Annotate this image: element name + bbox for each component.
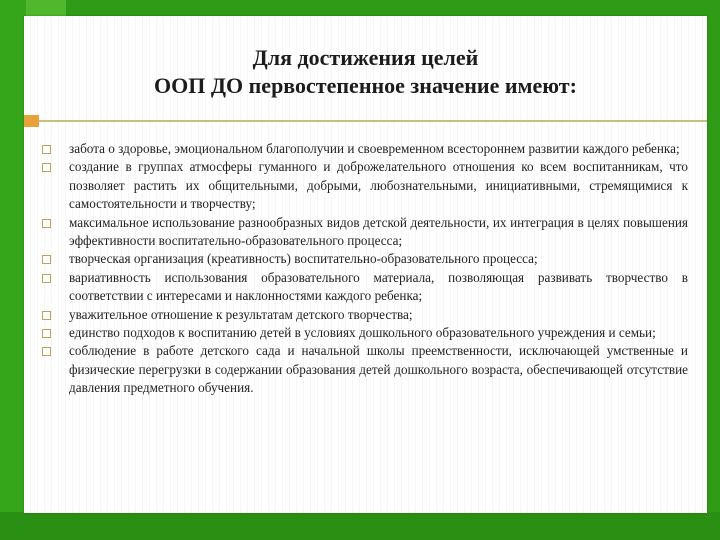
list-item-text: создание в группах атмосферы гуманного и доброжелательного отношения ко всем воспитанникам, что позволяет растить их общительными, добрыми, любознательными, инициативными, стремящимися к самостоятельности и творчеству; — [69, 159, 688, 212]
bullet-icon — [42, 219, 51, 228]
bullet-icon — [42, 145, 51, 154]
list-item — [42, 269, 688, 306]
list-item-text: вариативность использования образовательного материала, позволяющая развивать творчество в соответствии с интересами и наклонностями каждого ребенка; — [69, 269, 688, 304]
list-item — [42, 306, 688, 324]
slide-title — [24, 44, 707, 100]
divider-accent-block — [24, 115, 39, 127]
list-item-text: уважительное отношение к результатам детского творчества; — [69, 306, 413, 322]
list-item — [42, 140, 688, 158]
left-stripe-decoration — [0, 0, 26, 540]
list-item-text: единство подходов к воспитанию детей в условиях дошкольного образовательного учреждения и семьи; — [69, 325, 656, 341]
list-item-text: максимальное использование разнообразных видов детской деятельности, их интеграция в целях повышения эффективности воспитательно-образовательного процесса; — [69, 214, 688, 249]
title-line-2: ООП ДО первостепенное значение имеют: — [154, 73, 577, 98]
title-line-1: Для достижения целей — [252, 45, 479, 70]
divider-line — [24, 120, 707, 122]
bottom-band-decoration — [0, 512, 720, 540]
title-divider — [24, 115, 707, 127]
bullet-icon — [42, 311, 51, 320]
bullet-icon — [42, 347, 51, 356]
bullet-icon — [42, 274, 51, 283]
list-item — [42, 324, 688, 342]
list-item-text: соблюдение в работе детского сада и начальной школы преемственности, исключающей умственные и физические перегрузки в содержании образования детей дошкольного возраста, обеспечивающей отсутствие давления предметного обучения. — [69, 343, 688, 396]
list-item-text: творческая организация (креативность) воспитательно-образовательного процесса; — [69, 251, 538, 267]
content-panel — [24, 16, 707, 513]
bullet-icon — [42, 255, 51, 264]
bullet-icon — [42, 329, 51, 338]
list-item — [42, 250, 688, 268]
list-item — [42, 214, 688, 251]
principles-list — [42, 140, 688, 398]
list-item — [42, 158, 688, 213]
list-item — [42, 342, 688, 397]
bullet-icon — [42, 163, 51, 172]
list-item-text: забота о здоровье, эмоциональном благополучии и своевременном всестороннем развитии каждого ребенка; — [69, 141, 680, 156]
